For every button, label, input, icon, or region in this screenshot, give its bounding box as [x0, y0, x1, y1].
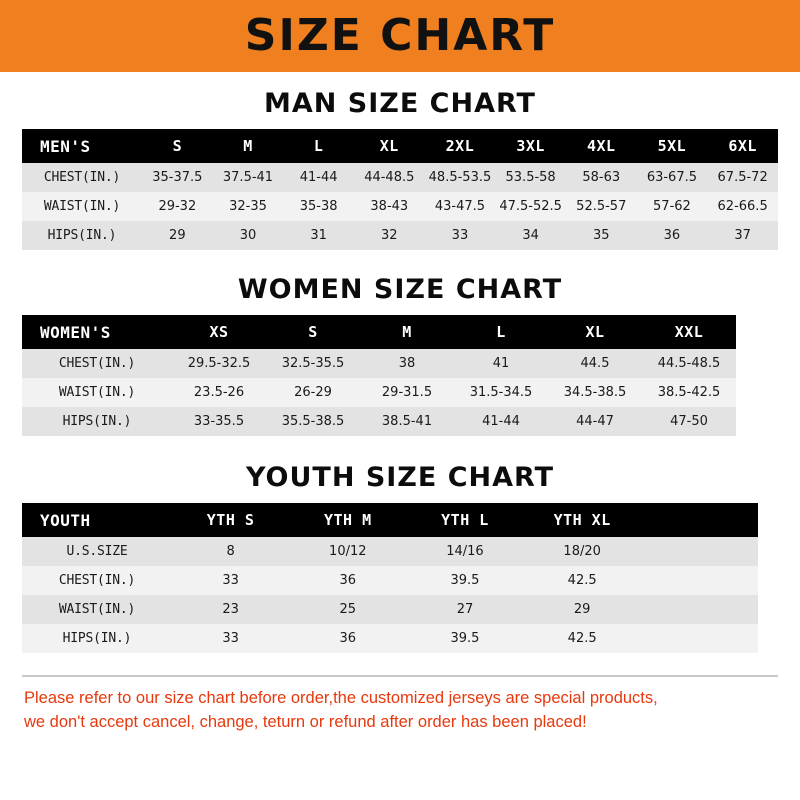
- table-cell: 35.5-38.5: [281, 414, 345, 429]
- table-header-row: [22, 503, 758, 537]
- order-policy-note: [0, 677, 800, 735]
- women-size-section: [0, 274, 800, 436]
- table-cell: 52.5-57: [576, 199, 627, 214]
- table-cell: 37: [734, 228, 751, 243]
- table-cell: 29-32: [158, 199, 197, 214]
- table-cell: 31.5-34.5: [469, 385, 533, 400]
- table-cell: 62-66.5: [717, 199, 768, 214]
- women-table-wrapper: [22, 315, 778, 436]
- youth-section-title: YOUTH SIZE CHART: [245, 462, 555, 493]
- table-header-row: [22, 129, 778, 163]
- table-cell: 39.5: [450, 631, 480, 646]
- women-section-title: WOMEN SIZE CHART: [237, 274, 563, 305]
- table-cell: 33: [222, 631, 239, 646]
- table-header-row: [22, 315, 736, 349]
- table-cell: 33: [222, 573, 239, 588]
- table-cell: 33-35.5: [193, 414, 245, 429]
- column-header: M: [243, 137, 253, 155]
- table-cell: 47-50: [670, 414, 708, 429]
- column-header: YTH XL: [553, 511, 611, 529]
- column-header: S: [308, 323, 318, 341]
- column-header: WOMEN'S: [40, 322, 111, 342]
- table-cell: 58-63: [582, 170, 621, 185]
- table-row: [22, 537, 758, 566]
- row-label: U.S.SIZE: [66, 544, 128, 559]
- table-cell: 42.5: [567, 631, 597, 646]
- table-cell: 23: [222, 602, 239, 617]
- row-label: HIPS(IN.): [47, 228, 117, 243]
- table-cell: 48.5-53.5: [428, 170, 492, 185]
- table-row: [22, 221, 778, 250]
- table-cell: 29: [169, 228, 186, 243]
- row-label: CHEST(IN.): [58, 356, 136, 371]
- table-cell: 47.5-52.5: [499, 199, 562, 214]
- row-label: WAIST(IN.): [58, 385, 136, 400]
- table-cell: 44-48.5: [364, 170, 415, 185]
- row-label: HIPS(IN.): [62, 631, 132, 646]
- table-cell: 33: [451, 228, 469, 243]
- column-header: MEN'S: [40, 136, 91, 156]
- youth-size-table: [22, 503, 758, 653]
- table-cell: 41: [492, 356, 510, 371]
- table-cell: 44.5-48.5: [657, 356, 721, 371]
- table-cell: 10/12: [329, 544, 367, 559]
- table-cell: 35-37.5: [152, 170, 203, 185]
- column-header: L: [496, 323, 506, 341]
- table-cell: 57-62: [653, 199, 691, 214]
- table-row: [22, 378, 736, 407]
- table-cell: 27: [456, 602, 474, 617]
- table-cell: 29.5-32.5: [187, 356, 251, 371]
- table-cell: 44-47: [576, 414, 614, 429]
- man-size-section: [0, 88, 800, 250]
- table-cell: 43-47.5: [434, 199, 486, 214]
- table-cell: 44.5: [580, 356, 610, 371]
- table-cell: 23.5-26: [193, 385, 245, 400]
- table-cell: 38.5-41: [381, 414, 433, 429]
- column-header: YTH L: [441, 511, 489, 529]
- column-header: XL: [379, 137, 399, 155]
- table-row: [22, 624, 758, 653]
- table-cell: 39.5: [450, 573, 480, 588]
- table-cell: 38.5-42.5: [657, 385, 721, 400]
- table-cell: 63-67.5: [646, 170, 698, 185]
- table-cell: 36: [339, 631, 357, 646]
- table-cell: 32-35: [229, 199, 267, 214]
- column-header: YTH M: [323, 511, 372, 529]
- column-header: S: [172, 137, 183, 155]
- table-cell: 41-44: [482, 414, 520, 429]
- table-cell: 35-38: [299, 199, 338, 214]
- man-size-table: [22, 129, 778, 250]
- table-cell: 38-43: [370, 199, 409, 214]
- table-row: [22, 595, 758, 624]
- column-header: YOUTH: [40, 510, 91, 530]
- column-header: 2XL: [445, 137, 475, 155]
- table-cell: 37.5-41: [222, 170, 274, 185]
- table-cell: 36: [339, 573, 357, 588]
- table-cell: 41-44: [299, 170, 338, 185]
- order-policy-note-line-2: we don't accept cancel, change, teturn or refund after order has been placed!: [24, 712, 587, 731]
- order-policy-note-line-1: Please refer to our size chart before order,the customized jerseys are special products,: [24, 689, 658, 707]
- column-header: 5XL: [657, 137, 687, 155]
- page-banner: [0, 0, 800, 72]
- table-cell: 30: [239, 228, 257, 243]
- table-cell: 53.5-58: [505, 170, 556, 185]
- table-cell: 18/20: [563, 544, 601, 559]
- column-header: XXL: [674, 323, 704, 341]
- table-cell: 32.5-35.5: [281, 356, 345, 371]
- column-header-spacer: [641, 503, 758, 537]
- table-cell: 25: [339, 602, 357, 617]
- column-header: YTH S: [206, 511, 255, 529]
- table-cell: 29-31.5: [381, 385, 433, 400]
- table-cell-spacer: [641, 595, 758, 624]
- women-size-table: [22, 315, 736, 436]
- table-cell-spacer: [641, 537, 758, 566]
- table-cell: 29: [573, 602, 591, 617]
- row-label: CHEST(IN.): [58, 573, 136, 588]
- table-row: [22, 192, 778, 221]
- table-cell-spacer: [641, 566, 758, 595]
- table-cell-spacer: [641, 624, 758, 653]
- column-header: M: [402, 323, 412, 341]
- table-cell: 36: [663, 228, 681, 243]
- row-label: WAIST(IN.): [58, 602, 136, 617]
- table-cell: 8: [226, 544, 235, 559]
- column-header: XS: [209, 323, 229, 341]
- table-row: [22, 566, 758, 595]
- man-section-title: MAN SIZE CHART: [264, 88, 536, 119]
- column-header: 6XL: [728, 137, 757, 155]
- table-cell: 34: [522, 228, 539, 243]
- table-cell: 26-29: [294, 385, 332, 400]
- column-header: 3XL: [516, 137, 545, 155]
- youth-table-wrapper: [22, 503, 778, 653]
- table-cell: 38: [398, 356, 416, 371]
- row-label: CHEST(IN.): [43, 170, 121, 185]
- table-cell: 42.5: [567, 573, 597, 588]
- youth-size-section: [0, 462, 800, 653]
- table-cell: 67.5-72: [717, 170, 768, 185]
- column-header: XL: [585, 323, 605, 341]
- table-cell: 32: [381, 228, 398, 243]
- table-cell: 14/16: [446, 544, 484, 559]
- column-header: 4XL: [586, 137, 616, 155]
- table-row: [22, 349, 736, 378]
- column-header: L: [313, 137, 324, 155]
- table-cell: 34.5-38.5: [563, 385, 627, 400]
- table-row: [22, 407, 736, 436]
- page-title: SIZE CHART: [244, 10, 556, 61]
- row-label: WAIST(IN.): [43, 199, 121, 214]
- table-row: [22, 163, 778, 192]
- table-cell: 35: [592, 228, 610, 243]
- row-label: HIPS(IN.): [62, 414, 132, 429]
- table-cell: 31: [310, 228, 327, 243]
